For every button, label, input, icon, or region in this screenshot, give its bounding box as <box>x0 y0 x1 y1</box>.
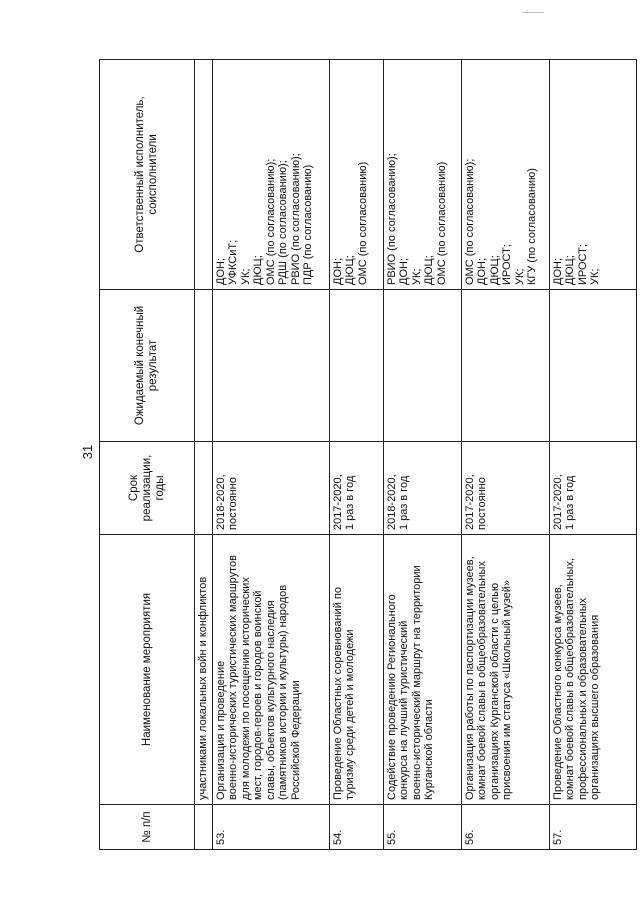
cell-term-line: 2018-2020, <box>385 474 398 530</box>
header-executor: Ответственный исполнитель, соисполнители <box>100 60 195 290</box>
cell-executor-line: ДЮЦ; <box>488 255 501 285</box>
measures-table <box>99 59 637 850</box>
cell-num: 56. <box>461 805 549 850</box>
cell-executor <box>549 60 636 290</box>
cell-executor-line: ДЮЦ; <box>344 255 356 285</box>
cell-result <box>549 290 636 442</box>
header-term: Срок реализации, годы <box>100 442 195 535</box>
rotated-table-container <box>99 60 634 850</box>
cell-name-line: военно-исторический маршрут на территории <box>410 565 423 800</box>
cell-term <box>461 442 549 535</box>
cell-name-line: комнат боевой славы в общеобразовательных <box>476 561 488 800</box>
cell-term-line: 2017-2020, <box>331 474 344 530</box>
cell-executor-line: ДОН; <box>214 257 227 285</box>
cell-executor <box>329 60 383 290</box>
cell-term <box>329 442 383 535</box>
cell-name-line: присвоения им статуса «Школьный музей» <box>501 580 513 800</box>
cell-term-line: 1 раз в год <box>344 475 356 530</box>
scan-mark <box>522 12 544 13</box>
cell-executor-line: ДОН; <box>331 257 344 285</box>
cell-executor-line: ОМС (по согласованию) <box>356 161 369 285</box>
cell-term-line: постоянно <box>227 477 239 530</box>
cell-empty <box>195 442 213 535</box>
cell-name-line: Проведение Областного конкурса музеев, <box>551 584 564 800</box>
cell-num: 53. <box>212 805 329 850</box>
cell-empty <box>195 805 213 850</box>
cell-name-line: (памятников истории и культуры) народов <box>277 584 289 800</box>
cell-term <box>383 442 461 535</box>
cell-executor-line: РВИО (по согласованию); <box>385 153 398 285</box>
header-num: № п/п <box>100 805 195 850</box>
cell-term-line: 2018-2020, <box>214 474 227 530</box>
cell-executor-line: УК; <box>589 268 601 285</box>
cell-term-line: 2017-2020, <box>551 474 564 530</box>
cell-name-line: для молодежи по посещению исторических <box>239 577 252 800</box>
cell-executor-line: РВИО (по согласованию); <box>289 153 302 285</box>
cell-executor-line: УК; <box>410 268 423 285</box>
continuation-row <box>195 60 213 850</box>
cell-executor-line: ОМС (по согласованию); <box>264 158 277 285</box>
cell-empty <box>195 290 213 442</box>
cell-executor-line: ИРОСТ; <box>501 244 513 285</box>
page-number: 31 <box>80 444 95 460</box>
cell-num: 55. <box>383 805 461 850</box>
cell-empty <box>195 60 213 290</box>
cell-executor-line: ОМС (по согласованию); <box>463 158 476 285</box>
cell-executor-line: ДЮЦ; <box>564 255 576 285</box>
cell-result <box>212 290 329 442</box>
cell-num: 54. <box>329 805 383 850</box>
cell-executor-line: ИРОСТ; <box>576 244 589 285</box>
table-row <box>383 60 461 850</box>
cell-name-line: Содействие проведению Регионального <box>385 594 398 800</box>
cell-name-line: Российской Федерации <box>289 680 302 800</box>
table-row <box>329 60 383 850</box>
cell-name-line: организациях высшего образования <box>589 614 601 800</box>
cell-executor-line: ПДР (по согласованию) <box>302 164 314 285</box>
cell-executor-line: УФКСиТ; <box>227 239 239 285</box>
cell-num: 57. <box>549 805 636 850</box>
table-row <box>461 60 549 850</box>
cell-name <box>383 535 461 805</box>
cell-executor-line: УК; <box>239 268 252 285</box>
cell-executor-line: ДЮЦ; <box>252 255 264 285</box>
header-name: Наименование мероприятия <box>100 535 195 805</box>
cell-executor-line: КГУ (по согласованию) <box>526 168 538 285</box>
cell-result <box>383 290 461 442</box>
continuation-text: участниками локальных войн и конфликтов <box>195 535 213 805</box>
cell-term-line: 2017-2020, <box>463 474 476 530</box>
cell-name-line: славы, объектов культурного наследия <box>264 600 277 800</box>
cell-term-line: 1 раз в год <box>398 475 410 530</box>
cell-name-line: Проведение Областных соревнований по <box>331 587 344 800</box>
cell-name <box>461 535 549 805</box>
cell-term-line: постоянно <box>476 477 488 530</box>
table-row <box>212 60 329 850</box>
table-row <box>549 60 636 850</box>
cell-name-line: военно-исторических туристических маршрутов <box>227 554 239 800</box>
cell-executor-line: ДОН; <box>551 257 564 285</box>
cell-executor-line: УК; <box>513 268 526 285</box>
cell-executor <box>212 60 329 290</box>
cell-name-line: Организация и проведение <box>214 660 227 800</box>
cell-name-line: организациях Курганской области с целью <box>488 582 501 800</box>
cell-executor <box>383 60 461 290</box>
cell-term-line: 1 раз в год <box>564 475 576 530</box>
cell-name-line: мест, городов-героев и городов воинской <box>252 590 264 800</box>
cell-name-line: комнат боевой славы в общеобразовательных, <box>564 558 576 800</box>
cell-name <box>329 535 383 805</box>
cell-executor-line: ДЮЦ; <box>423 255 435 285</box>
cell-executor-line: ДОН; <box>476 257 488 285</box>
cell-term <box>549 442 636 535</box>
cell-result <box>461 290 549 442</box>
cell-executor-line: ДОН; <box>398 257 410 285</box>
cell-name <box>549 535 636 805</box>
cell-name-line: Организация работы по паспортизации музеев, <box>463 556 476 800</box>
cell-name-line: профессиональных и образовательных <box>576 597 589 800</box>
header-result: Ожидаемый конечный результат <box>100 290 195 442</box>
cell-executor-line: РДШ (по согласованию); <box>277 160 289 285</box>
cell-result <box>329 290 383 442</box>
table-header-row <box>100 60 195 850</box>
cell-term <box>212 442 329 535</box>
cell-executor <box>461 60 549 290</box>
cell-name <box>212 535 329 805</box>
cell-name-line: конкурса на лучший туристический <box>398 620 410 800</box>
cell-name-line: туризму среди детей и молодежи <box>344 629 356 800</box>
cell-executor-line: ОМС (по согласованию) <box>435 161 448 285</box>
cell-name-line: Курганской области <box>423 699 435 800</box>
